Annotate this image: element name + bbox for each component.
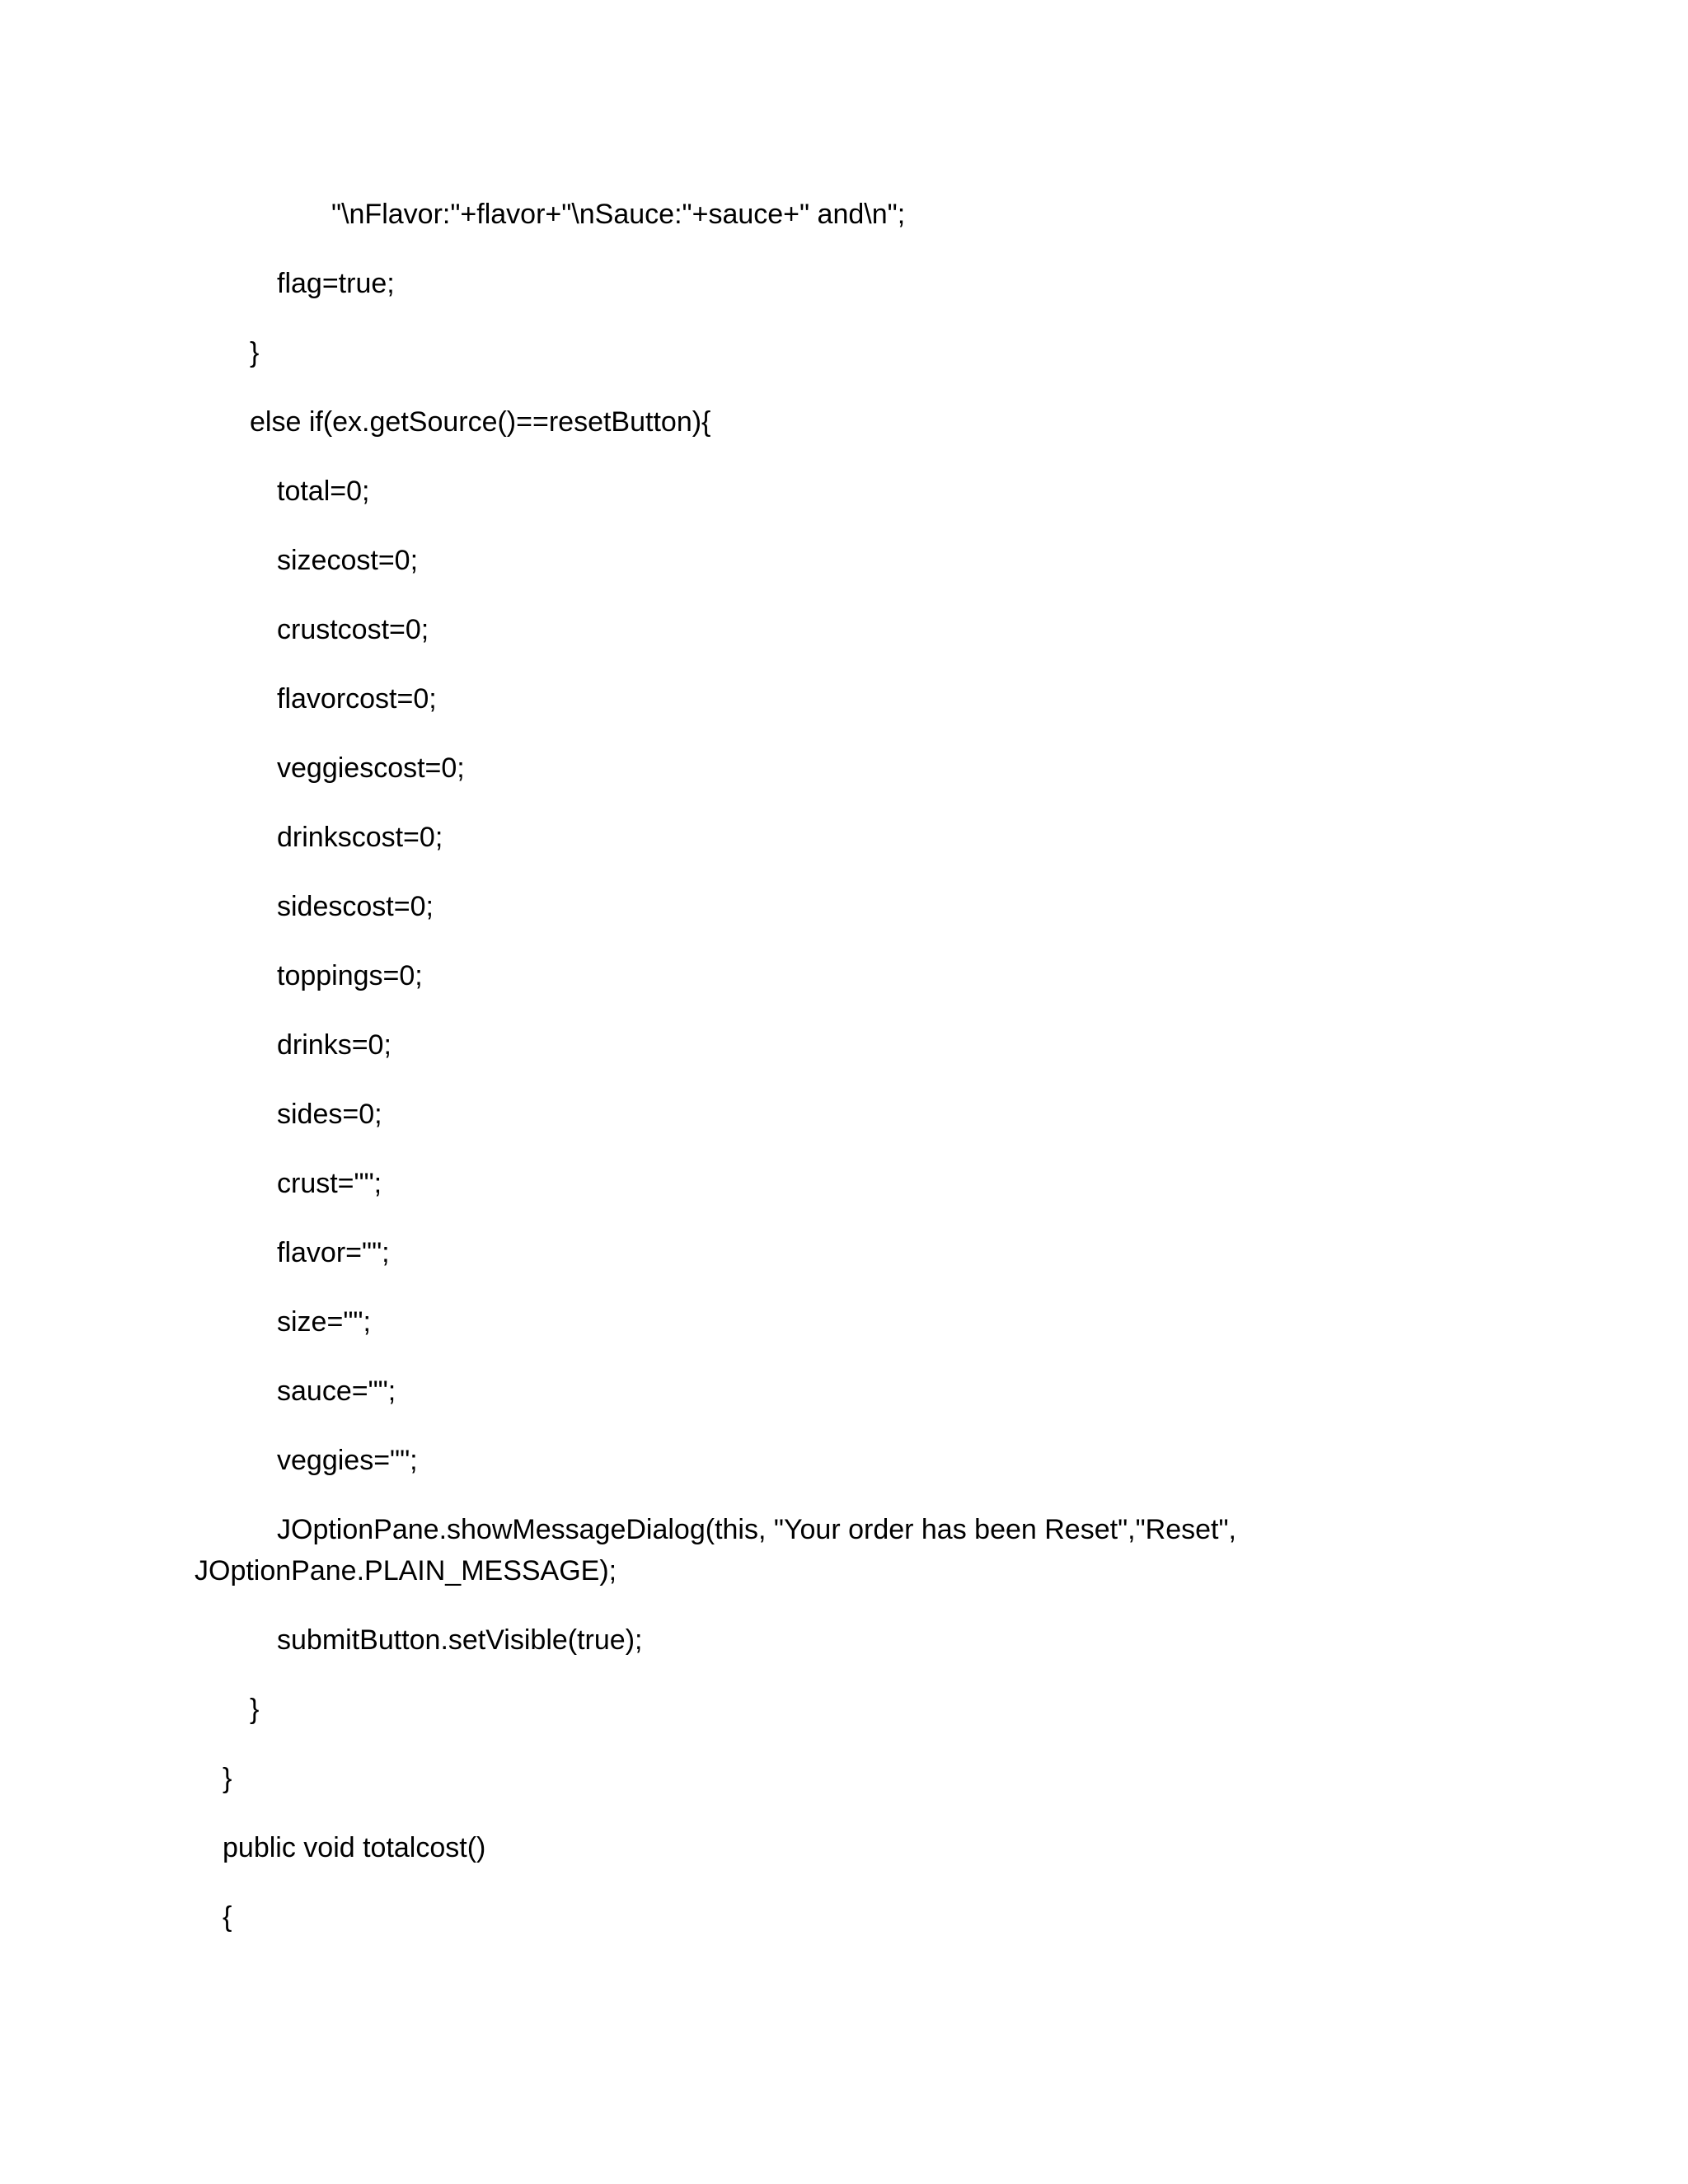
code-line: veggies=""; [277,1445,418,1476]
code-line: sauce=""; [277,1376,396,1407]
code-line: crustcost=0; [277,614,429,645]
code-line: sizecost=0; [277,545,419,576]
code-line: JOptionPane.showMessageDialog(this, "Your order has been Reset","Reset", [277,1514,1236,1545]
code-line: sidescost=0; [277,891,434,922]
code-line: flavor=""; [277,1237,390,1268]
code-line: sides=0; [277,1099,382,1130]
code-line: submitButton.setVisible(true); [277,1624,643,1656]
code-line: drinks=0; [277,1029,392,1061]
code-line: flag=true; [277,268,395,299]
code-line: flavorcost=0; [277,683,437,715]
code-line: } [250,1694,260,1725]
code-line: } [250,337,260,368]
code-line: drinkscost=0; [277,822,443,853]
code-line: } [223,1763,232,1794]
code-line: veggiescost=0; [277,752,465,784]
code-line: total=0; [277,476,370,507]
code-line: crust=""; [277,1168,382,1199]
code-line: { [223,1901,232,1933]
code-line: "\nFlavor:"+flavor+"\nSauce:"+sauce+" and\n"; [331,199,906,230]
code-line: size=""; [277,1306,371,1338]
code-line: else if(ex.getSource()==resetButton){ [250,406,711,438]
code-line: JOptionPane.PLAIN_MESSAGE); [195,1555,617,1586]
code-line: public void totalcost() [223,1832,486,1863]
code-line: toppings=0; [277,960,423,991]
